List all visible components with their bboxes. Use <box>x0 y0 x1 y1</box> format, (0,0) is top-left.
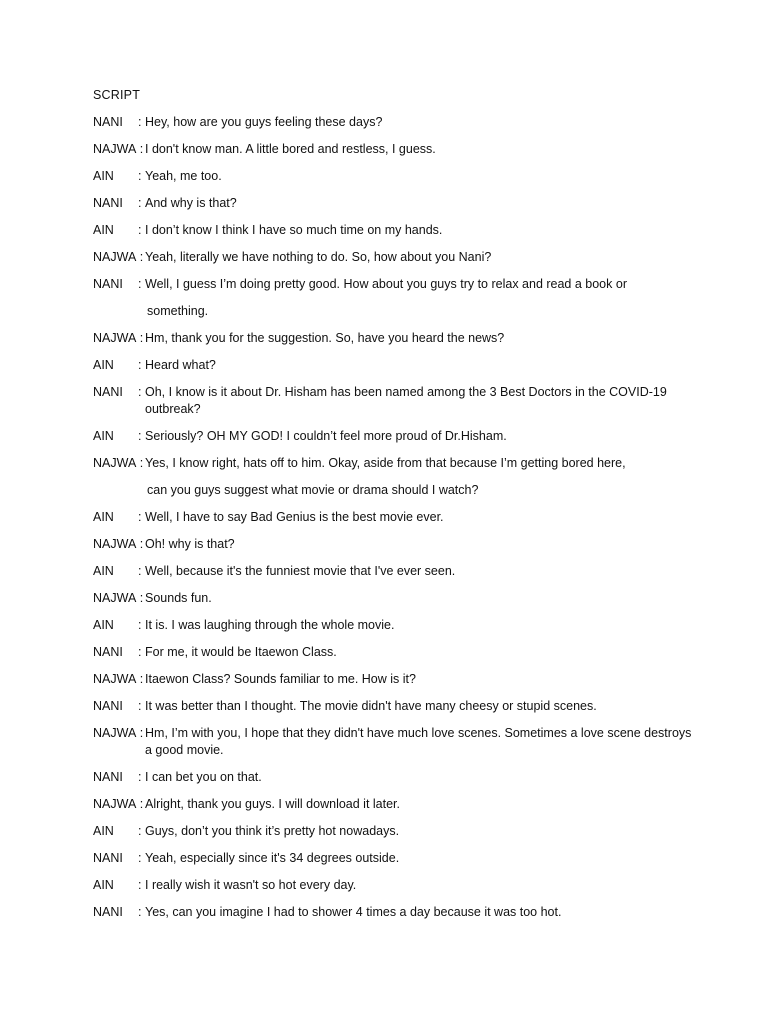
dialogue-line <box>93 850 693 867</box>
speaker-separator: : <box>136 726 147 740</box>
speaker-separator: : <box>134 196 145 210</box>
dialogue-text: It is. I was laughing through the whole movie. <box>145 618 395 632</box>
dialogue-line <box>93 141 693 158</box>
dialogue-text: Yeah, me too. <box>145 169 222 183</box>
dialogue-line <box>93 796 693 813</box>
speaker-name: NAJWA <box>93 142 137 156</box>
speaker-separator: : <box>134 510 145 524</box>
speaker-separator: : <box>136 142 147 156</box>
speaker-name: AIN <box>93 169 114 183</box>
speaker-name: NAJWA <box>93 331 137 345</box>
speaker-name: AIN <box>93 429 114 443</box>
dialogue-text: I really wish it wasn't so hot every day. <box>145 878 357 892</box>
speaker-name: NANI <box>93 905 123 919</box>
speaker-name: AIN <box>93 824 114 838</box>
dialogue-text: Alright, thank you guys. I will download it later. <box>145 797 400 811</box>
dialogue-text: And why is that? <box>145 196 237 210</box>
speaker-name: NANI <box>93 645 123 659</box>
speaker-name: NAJWA <box>93 672 137 686</box>
speaker-name: NAJWA <box>93 797 137 811</box>
speaker-separator: : <box>134 699 145 713</box>
dialogue-text: Sounds fun. <box>145 591 212 605</box>
speaker-name: NANI <box>93 699 123 713</box>
dialogue-text: I don't know man. A little bored and restless, I guess. <box>145 142 436 156</box>
dialogue-list <box>93 114 693 931</box>
dialogue-text: Yeah, literally we have nothing to do. So, how about you Nani? <box>145 250 492 264</box>
speaker-name: AIN <box>93 878 114 892</box>
speaker-separator: : <box>134 770 145 784</box>
dialogue-text: Yes, I know right, hats off to him. Okay, aside from that because I’m getting bored here, <box>145 456 626 470</box>
dialogue-line <box>93 276 693 320</box>
dialogue-line <box>93 330 693 347</box>
dialogue-line <box>93 644 693 661</box>
dialogue-text: I don’t know I think I have so much time on my hands. <box>145 223 443 237</box>
speaker-name: NANI <box>93 385 123 399</box>
dialogue-text: Well, because it's the funniest movie that I've ever seen. <box>145 564 456 578</box>
dialogue-line <box>93 769 693 786</box>
dialogue-line <box>93 877 693 894</box>
speaker-name: NAJWA <box>93 456 137 470</box>
dialogue-text: Oh! why is that? <box>145 537 235 551</box>
speaker-name: NANI <box>93 196 123 210</box>
speaker-separator: : <box>134 851 145 865</box>
dialogue-continuation: something. <box>147 304 209 318</box>
dialogue-text: Yeah, especially since it's 34 degrees outside. <box>145 851 400 865</box>
dialogue-line <box>93 904 693 921</box>
speaker-separator: : <box>134 824 145 838</box>
dialogue-text: Hm, thank you for the suggestion. So, have you heard the news? <box>145 331 505 345</box>
speaker-separator: : <box>134 878 145 892</box>
dialogue-text: Heard what? <box>145 358 216 372</box>
speaker-name: NAJWA <box>93 537 137 551</box>
speaker-name: NAJWA <box>93 726 137 740</box>
dialogue-text: Hey, how are you guys feeling these days? <box>145 115 383 129</box>
dialogue-text: Yes, can you imagine I had to shower 4 times a day because it was too hot. <box>145 905 562 919</box>
speaker-separator: : <box>136 797 147 811</box>
dialogue-line <box>93 455 693 499</box>
dialogue-text: It was better than I thought. The movie didn't have many cheesy or stupid scenes. <box>145 699 597 713</box>
speaker-name: NAJWA <box>93 591 137 605</box>
speaker-name: NANI <box>93 851 123 865</box>
dialogue-line <box>93 384 693 418</box>
dialogue-line <box>93 698 693 715</box>
dialogue-text: I can bet you on that. <box>145 770 262 784</box>
dialogue-line <box>93 823 693 840</box>
dialogue-line <box>93 725 693 759</box>
dialogue-line <box>93 195 693 212</box>
dialogue-text: Itaewon Class? Sounds familiar to me. How is it? <box>145 672 416 686</box>
speaker-separator: : <box>134 645 145 659</box>
speaker-name: AIN <box>93 510 114 524</box>
speaker-separator: : <box>134 223 145 237</box>
speaker-separator: : <box>134 277 145 291</box>
dialogue-text: Guys, don’t you think it’s pretty hot nowadays. <box>145 824 400 838</box>
dialogue-text: For me, it would be Itaewon Class. <box>145 645 337 659</box>
speaker-separator: : <box>134 115 145 129</box>
speaker-separator: : <box>134 429 145 443</box>
dialogue-line <box>93 509 693 526</box>
dialogue-line <box>93 428 693 445</box>
speaker-separator: : <box>134 385 145 399</box>
dialogue-line <box>93 536 693 553</box>
dialogue-line <box>93 168 693 185</box>
dialogue-text: Hm, I’m with you, I hope that they didn't have much love scenes. Sometimes a love scene destroys a good movie. <box>145 726 692 757</box>
speaker-name: NANI <box>93 115 123 129</box>
speaker-name: AIN <box>93 223 114 237</box>
speaker-separator: : <box>136 250 147 264</box>
speaker-name: AIN <box>93 618 114 632</box>
speaker-separator: : <box>136 537 147 551</box>
speaker-separator: : <box>134 564 145 578</box>
speaker-separator: : <box>136 672 147 686</box>
dialogue-line <box>93 590 693 607</box>
speaker-separator: : <box>134 169 145 183</box>
dialogue-continuation: can you guys suggest what movie or drama should I watch? <box>147 483 479 497</box>
dialogue-line <box>93 222 693 239</box>
speaker-separator: : <box>136 456 147 470</box>
speaker-name: NAJWA <box>93 250 137 264</box>
speaker-separator: : <box>136 591 147 605</box>
speaker-separator: : <box>134 905 145 919</box>
speaker-name: AIN <box>93 564 114 578</box>
speaker-name: AIN <box>93 358 114 372</box>
dialogue-line <box>93 249 693 266</box>
speaker-name: NANI <box>93 277 123 291</box>
dialogue-line <box>93 114 693 131</box>
speaker-separator: : <box>136 331 147 345</box>
speaker-name: NANI <box>93 770 123 784</box>
dialogue-line <box>93 671 693 688</box>
dialogue-text: Seriously? OH MY GOD! I couldn’t feel more proud of Dr.Hisham. <box>145 429 507 443</box>
dialogue-line <box>93 563 693 580</box>
dialogue-line <box>93 357 693 374</box>
dialogue-text: Well, I guess I’m doing pretty good. How about you guys try to relax and read a book or <box>145 277 627 291</box>
speaker-separator: : <box>134 358 145 372</box>
dialogue-text: Well, I have to say Bad Genius is the best movie ever. <box>145 510 444 524</box>
script-title: SCRIPT <box>93 88 141 102</box>
dialogue-text: Oh, I know is it about Dr. Hisham has been named among the 3 Best Doctors in the COVID-19 outbreak? <box>145 385 667 416</box>
speaker-separator: : <box>134 618 145 632</box>
dialogue-line <box>93 617 693 634</box>
